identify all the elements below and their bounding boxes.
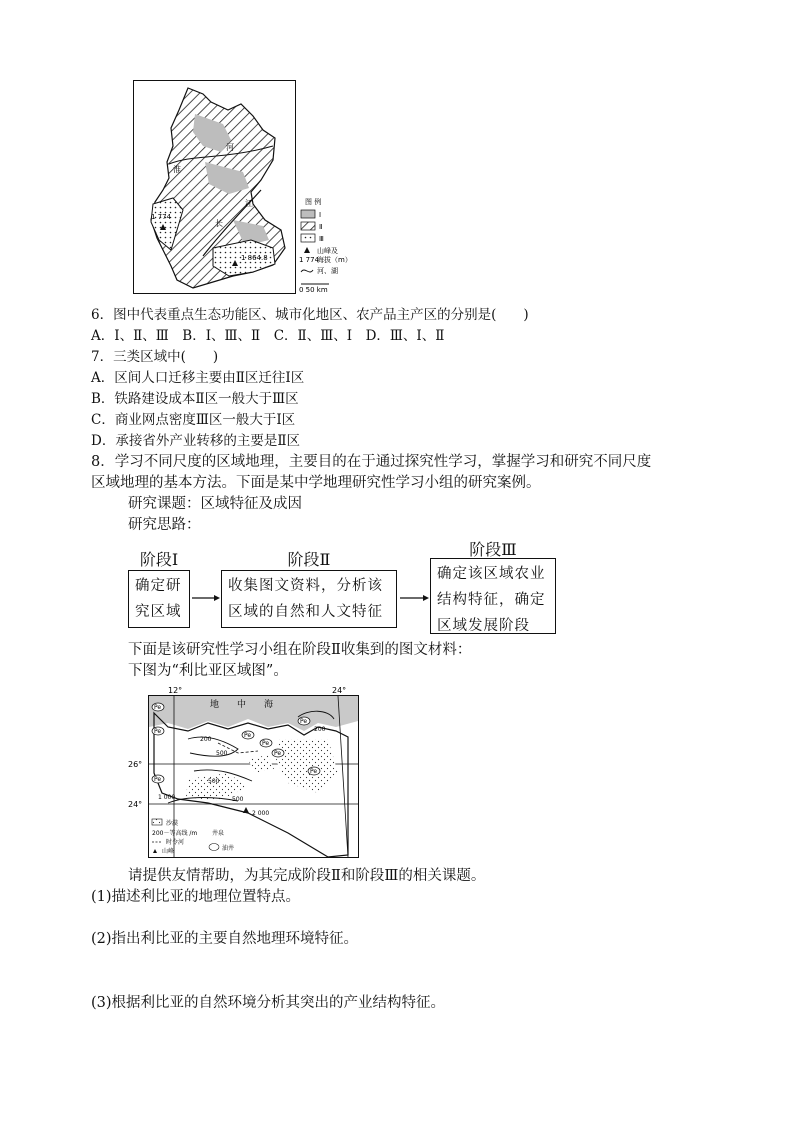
anhui-legend	[299, 197, 352, 294]
svg-text:沙漠: 沙漠	[166, 820, 179, 827]
q8-material2: 下图为“利比亚区域图”。	[128, 663, 288, 679]
q8-material1: 下面是该研究性学习小组在阶段Ⅱ收集到的图文材料：	[128, 642, 472, 658]
q7-option-c: C．商业网点密度Ⅲ区一般大于Ⅰ区	[91, 412, 296, 428]
q8-approach: 研究思路：	[128, 517, 201, 533]
lon-24: 24°	[332, 686, 347, 695]
svg-text:Pe: Pe	[154, 728, 162, 735]
contour-label: 500	[208, 778, 220, 785]
svg-text:河、湖: 河、湖	[317, 267, 338, 275]
q6-options: A．Ⅰ、Ⅱ、Ⅲ B．Ⅰ、Ⅲ、Ⅱ C．Ⅱ、Ⅲ、Ⅰ D．Ⅲ、Ⅰ、Ⅱ	[91, 328, 445, 344]
svg-text:Ⅲ: Ⅲ	[319, 235, 324, 243]
q8-sub3: (3)根据利比亚的自然环境分析其突出的产业结构特征。	[91, 995, 446, 1011]
stage3-box: 确定该区域农业结构特征，确定区域发展阶段	[430, 558, 556, 634]
svg-text:Pe: Pe	[274, 750, 282, 757]
svg-text:图 例: 图 例	[305, 198, 322, 206]
lat-24: 24°	[128, 800, 143, 809]
contour-label: 200	[314, 726, 326, 733]
svg-text:Pe: Pe	[244, 732, 252, 739]
svg-text:Pe: Pe	[300, 718, 308, 725]
svg-text:0 50 km: 0 50 km	[299, 286, 328, 294]
q8-sub2: (2)指出利比亚的主要自然地理环境特征。	[91, 931, 359, 947]
svg-text:山峰: 山峰	[162, 848, 175, 855]
contour-label: 200	[200, 736, 212, 743]
stage1-box: 确定研究区域	[128, 570, 190, 628]
stage2-box: 收集图文资料，分析该区域的自然和人文特征	[221, 570, 397, 628]
sea-label: 地 中 海	[210, 700, 274, 710]
q7-stem: 7．三类区域中( )	[91, 349, 219, 365]
q7-option-d: D．承接省外产业转移的主要是Ⅱ区	[91, 433, 300, 449]
label-peak2: 1 864.8	[241, 254, 268, 262]
svg-text:井泉: 井泉	[212, 830, 225, 837]
anhui-map	[133, 80, 365, 294]
svg-text:Pe: Pe	[154, 776, 162, 783]
label-chang: 长	[215, 219, 223, 228]
label-peak1: 1 774	[151, 213, 172, 221]
q8-line2: 区域地理的基本方法。下面是某中学地理研究性学习小组的研究案例。	[91, 475, 541, 491]
svg-text:时令河: 时令河	[166, 839, 185, 846]
svg-text:Ⅱ: Ⅱ	[319, 223, 323, 231]
svg-text:Pe: Pe	[262, 740, 270, 747]
peak-label: 2 000	[252, 810, 270, 817]
label-he: 河	[226, 143, 234, 152]
lat-26: 26°	[128, 760, 143, 769]
q6-stem: 6．图中代表重点生态功能区、城市化地区、农产品主产区的分别是( )	[91, 307, 529, 323]
stage2-title: 阶段Ⅱ	[287, 550, 331, 569]
contour-label: 500	[216, 750, 228, 757]
svg-text:Pe: Pe	[310, 768, 318, 775]
q7-option-b: B．铁路建设成本Ⅱ区一般大于Ⅲ区	[91, 391, 299, 407]
flow-arrow	[190, 592, 222, 604]
svg-text:山峰及: 山峰及	[317, 247, 338, 255]
contour-label: 500	[232, 796, 244, 803]
svg-text:Pe: Pe	[154, 704, 162, 711]
svg-text:1 774: 1 774	[299, 256, 320, 264]
q8-request: 请提供友情帮助，为其完成阶段Ⅱ和阶段Ⅲ的相关课题。	[128, 868, 486, 884]
stage1-title: 阶段Ⅰ	[139, 550, 179, 569]
label-huai: 淮	[173, 165, 181, 174]
svg-text:Ⅰ: Ⅰ	[319, 211, 322, 219]
svg-text:200－等高线 /m: 200－等高线 /m	[152, 830, 198, 837]
libya-map	[128, 683, 364, 861]
label-jiang: 江	[245, 199, 253, 208]
q8-line1: 8．学习不同尺度的区域地理，主要目的在于通过探究性学习，掌握学习和研究不同尺度	[91, 454, 652, 470]
svg-text:海拔（m）: 海拔（m）	[317, 256, 352, 264]
q8-sub1: (1)描述利比亚的地理位置特点。	[91, 889, 301, 905]
q7-option-a: A．区间人口迁移主要由Ⅱ区迁往Ⅰ区	[91, 370, 305, 386]
q8-topic: 研究课题：区域特征及成因	[128, 496, 302, 512]
svg-text:油井: 油井	[222, 845, 235, 852]
lon-12: 12°	[168, 686, 183, 695]
stage3-title: 阶段Ⅲ	[469, 540, 517, 559]
contour-label: 1 000	[158, 794, 176, 801]
flow-arrow	[398, 592, 431, 604]
